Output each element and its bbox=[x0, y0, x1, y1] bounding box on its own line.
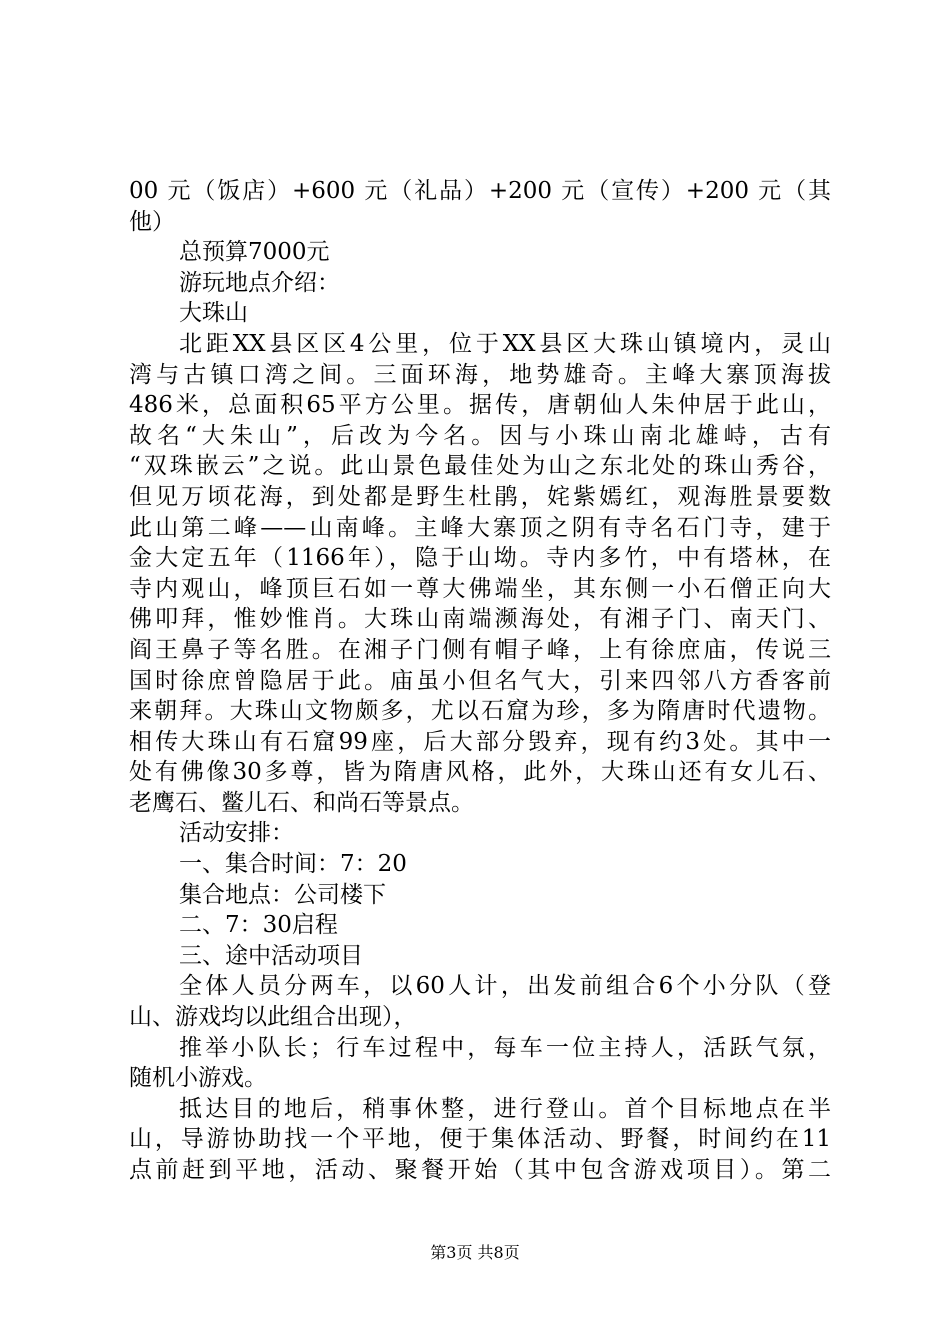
text-line: 阎王鼻子等名胜。在湘子门侧有帽子峰，上有徐庶庙，传说三 bbox=[129, 636, 831, 663]
text-line: 三、途中活动项目 bbox=[179, 942, 363, 969]
text-line: 集合地点：公司楼下 bbox=[179, 881, 386, 908]
text-line: 总预算7000元 bbox=[179, 239, 330, 266]
text-line: 486米，总面积65平方公里。据传，唐朝仙人朱仲居于此山， bbox=[129, 392, 831, 419]
text-line: 老鹰石、鳖儿石、和尚石等景点。 bbox=[129, 789, 474, 816]
text-line: 来朝拜。大珠山文物颇多，尤以石窟为珍，多为隋唐时代遗物。 bbox=[129, 698, 831, 725]
text-line: 活动安排： bbox=[179, 820, 294, 847]
text-line: “双珠嵌云”之说。此山景色最佳处为山之东北处的珠山秀谷， bbox=[129, 453, 831, 480]
text-line: 他） bbox=[129, 208, 175, 235]
text-line: 随机小游戏。 bbox=[129, 1065, 267, 1092]
text-line: 山，导游协助找一个平地，便于集体活动、野餐，时间约在11 bbox=[129, 1126, 831, 1153]
text-line: 寺内观山，峰顶巨石如一尊大佛端坐，其东侧一小石僧正向大 bbox=[129, 575, 831, 602]
text-line: 00 元（饭店）+600 元（礼品）+200 元（宣传）+200 元（其 bbox=[129, 178, 831, 204]
text-line: 游玩地点介绍： bbox=[179, 269, 340, 296]
text-line: 相传大珠山有石窟99座，后大部分毁弃，现有约3处。其中一 bbox=[129, 728, 831, 755]
text-line: 故名“大朱山”，后改为今名。因与小珠山南北雄峙，古有 bbox=[129, 422, 831, 449]
text-line: 国时徐庶曾隐居于此。庙虽小但名气大，引来四邻八方香客前 bbox=[129, 667, 831, 694]
text-line: 金大定五年（1166年），隐于山坳。寺内多竹，中有塔林，在 bbox=[129, 545, 831, 572]
page-footer: 第3页 共8页 bbox=[430, 1243, 520, 1262]
text-line: 全体人员分两车，以60人计，出发前组合6个小分队（登 bbox=[179, 973, 831, 1000]
text-line: 处有佛像30多尊，皆为隋唐风格，此外，大珠山还有女儿石、 bbox=[129, 759, 831, 786]
text-line: 佛叩拜，惟妙惟肖。大珠山南端濒海处，有湘子门、南天门、 bbox=[129, 606, 831, 633]
text-line: 此山第二峰——山南峰。主峰大寨顶之阴有寺名石门寺，建于 bbox=[129, 514, 831, 541]
text-line: 推举小队长；行车过程中，每车一位主持人，活跃气氛， bbox=[179, 1034, 831, 1061]
text-line: 湾与古镇口湾之间。三面环海，地势雄奇。主峰大寨顶海拔 bbox=[129, 361, 831, 388]
text-line: 二、7：30启程 bbox=[179, 912, 338, 939]
text-line: 山、游戏均以此组合出现）， bbox=[129, 1004, 417, 1031]
text-line: 点前赶到平地，活动、聚餐开始（其中包含游戏项目）。第二 bbox=[129, 1157, 831, 1183]
text-line: 一、集合时间：7：20 bbox=[179, 851, 407, 878]
text-line: 抵达目的地后，稍事休整，进行登山。首个目标地点在半 bbox=[179, 1095, 831, 1122]
text-line: 北距XX县区区4公里，位于XX县区大珠山镇境内，灵山 bbox=[179, 330, 831, 357]
document-body bbox=[129, 176, 831, 1186]
text-line: 但见万顷花海，到处都是野生杜鹃，姹紫嫣红，观海胜景要数 bbox=[129, 483, 831, 510]
text-line: 大珠山 bbox=[179, 300, 248, 327]
